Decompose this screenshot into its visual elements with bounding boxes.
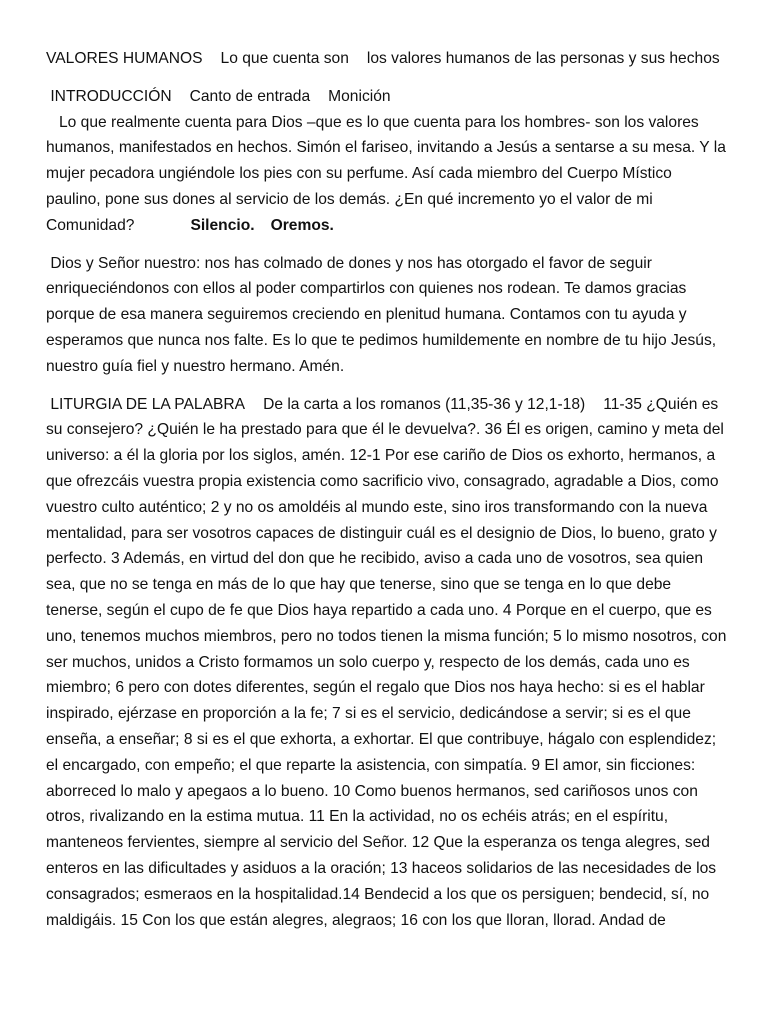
title-paragraph bbox=[46, 46, 728, 72]
doc-subtitle-b: los valores humanos de las personas y sus hechos bbox=[366, 50, 720, 67]
intro-silence: Silencio. bbox=[190, 216, 255, 234]
doc-subtitle-a: Lo que cuenta son bbox=[220, 50, 349, 67]
liturgy-text: 11-35 ¿Quién es su consejero? ¿Quién le ha prestado para que él le devuelva?. 36 Él es origen, camino y meta del universo: a él la gloria por los siglos, amén. 12-1 Por ese cariño de Dios os exhorto, hermanos, a que ofrezcáis vuestra propia existencia como sacrificio vivo, consagrado, agradable a Dios, como vuestro culto auténtico; 2 y no os amoldéis al mundo este, sino iros transformando con la nueva mentalidad, para ser vosotros capaces de distinguir cuál es el designio de Dios, lo bueno, grato y perfecto. 3 Además, en virtud del don que he recibido, aviso a cada uno de vosotros, sea quien sea, que no se tenga en más de lo que hay que tenerse, sino que se tenga en lo que debe tenerse, según el cupo de fe que Dios haya repartido a cada uno. 4 Porque en el cuerpo, que es uno, tenemos muchos miembros, pero no todos tienen la misma función; 5 lo mismo nosotros, con ser muchos, unidos a Cristo formamos un solo cuerpo y, respecto de los demás, cada uno es miembro; 6 pero con dotes diferentes, según el regalo que Dios nos haya hecho: si es el hablar inspirado, ejérzase en proporción a la fe; 7 si es el servicio, dedicándose a servir; si es el que enseña, a enseñar; 8 si es el que exhorta, a exhortar. El que contribuye, hágalo con esplendidez; el encargado, con empeño; el que reparte la asistencia, con simpatía. 9 El amor, sin ficciones: aborreced lo malo y apegaos a lo bueno. 10 Como buenos hermanos, sed cariñosos unos con otros, rivalizando en la estima mutua. 11 En la actividad, no os echéis atrás; en el espíritu, manteneos fervientes, siempre al servicio del Señor. 12 Que la esperanza os tenga alegres, sed enteros en las dificultades y asiduos a la oración; 13 haceos solidarios de las necesidades de los consagrados; esmeraos en la hospitalidad.14 Bendecid a los que os persiguen; bendecid, sí, no maldigáis. 15 Con los que están alegres, alegraos; 16 con los que lloran, llorad. Andad de bbox=[46, 395, 727, 929]
prayer-text: Dios y Señor nuestro: nos has colmado de dones y nos has otorgado el favor de seguir enriqueciéndonos con ellos al poder compartirlos con quienes nos rodean. Te damos gracias porque de esa manera seguiremos creciendo en plenitud humana. Contamos con tu ayuda y esperamos que nunca nos falte. Es lo que te pedimos humildemente en nombre de tu hijo Jesús, nuestro guía fiel y nuestro hermano. Amén. bbox=[46, 254, 717, 375]
intro-heading: INTRODUCCIÓN bbox=[50, 87, 172, 105]
liturgy-heading: LITURGIA DE LA PALABRA bbox=[50, 395, 246, 413]
intro-header bbox=[46, 84, 728, 110]
intro-pray: Oremos. bbox=[270, 216, 334, 234]
doc-heading: VALORES HUMANOS bbox=[46, 50, 203, 67]
intro-monition: Monición bbox=[328, 87, 391, 105]
intro-song: Canto de entrada bbox=[189, 87, 311, 105]
intro-paragraph bbox=[46, 110, 728, 239]
liturgy-paragraph bbox=[46, 392, 728, 934]
prayer-paragraph bbox=[46, 251, 728, 380]
liturgy-reference: De la carta a los romanos (11,35-36 y 12,1-18) bbox=[263, 395, 586, 413]
intro-text: Lo que realmente cuenta para Dios –que es lo que cuenta para los hombres- son los valores humanos, manifestados en hechos. Simón el fariseo, invitando a Jesús a sentarse a su mesa. Y la mujer pecadora ungiéndole los pies con su perfume. Así cada miembro del Cuerpo Místico paulino, pone sus dones al servicio de los demás. ¿En qué incremento yo el valor de mi Comunidad? bbox=[46, 113, 726, 234]
